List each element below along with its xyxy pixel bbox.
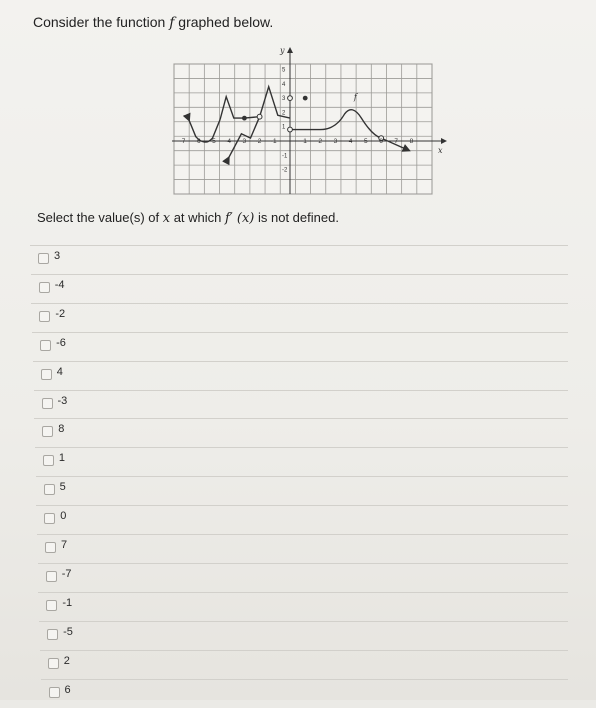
x-tick-label: -4 [225,138,231,145]
x-tick-label: -6 [194,138,201,145]
option-checkbox[interactable] [48,658,59,669]
y-tick-label: 5 [282,67,286,74]
option-row[interactable] [31,274,568,303]
y-tick-label: 3 [282,96,286,103]
option-label: 8 [58,423,65,436]
option-row[interactable] [33,361,568,390]
title-suffix: graphed below. [174,14,274,30]
prompt-variable: x [162,211,171,226]
curve-label: f [353,92,357,102]
prompt-suffix: is not defined. [254,210,339,225]
option-label: 1 [58,452,66,465]
option-checkbox[interactable] [38,253,49,264]
option-checkbox[interactable] [46,600,57,611]
x-tick-label: 2 [318,138,323,145]
option-checkbox[interactable] [42,426,53,437]
x-tick-label: -2 [255,138,262,145]
x-tick-label: 6 [379,138,383,145]
option-label: -4 [54,278,65,291]
y-tick-label: -2 [282,167,288,174]
prompt-derivative: f′ (x) [225,211,255,226]
option-label: -2 [55,307,66,320]
option-label: -1 [62,596,73,609]
y-tick-label: 1 [282,124,286,131]
x-tick-label: 4 [348,138,353,145]
option-row[interactable] [36,476,568,505]
option-checkbox[interactable] [46,571,57,582]
option-label: 3 [54,250,61,262]
option-row[interactable] [40,650,568,679]
option-label: 4 [56,365,63,378]
option-row[interactable] [37,534,568,563]
x-tick-label: 5 [364,138,368,145]
function-name: f [169,15,175,31]
option-checkbox[interactable] [47,629,58,640]
option-row[interactable] [36,505,568,534]
option-checkbox[interactable] [41,369,52,380]
option-row[interactable] [30,245,568,274]
option-row[interactable] [31,303,568,332]
option-label: 2 [63,654,70,667]
option-row[interactable] [38,592,568,621]
option-label: -5 [63,625,73,638]
x-tick-label: -1 [270,138,277,145]
option-label: 6 [64,683,71,696]
x-tick-label: -5 [210,138,216,145]
x-tick-label: -7 [179,138,186,145]
option-checkbox[interactable] [39,282,50,293]
option-row[interactable] [41,679,569,708]
title-prefix: Consider the function [33,14,170,30]
option-label: -6 [56,336,66,349]
prompt-prefix: Select the value(s) of [37,210,163,225]
option-row[interactable] [39,621,568,650]
option-row[interactable] [34,418,568,447]
x-axis-label: x [438,146,443,155]
prompt-middle: at which [170,210,225,225]
option-row[interactable] [35,447,568,476]
option-row[interactable] [34,390,569,419]
option-row[interactable] [32,332,568,361]
y-tick-label: 2 [282,110,286,117]
option-label: 5 [59,481,66,494]
option-row[interactable] [38,563,568,592]
option-checkbox[interactable] [49,687,60,698]
option-checkbox[interactable] [45,542,56,553]
y-tick-label: 4 [282,81,286,88]
option-checkbox[interactable] [39,311,50,322]
x-tick-label: 8 [409,138,414,145]
x-tick-label: 7 [394,138,399,145]
x-tick-label: -3 [240,138,247,145]
x-tick-label: 1 [303,138,307,145]
option-checkbox[interactable] [40,340,51,351]
option-label: 0 [60,510,67,523]
option-checkbox[interactable] [42,398,53,409]
option-checkbox[interactable] [44,484,55,495]
option-checkbox[interactable] [43,455,54,466]
x-tick-label: 3 [333,138,338,145]
option-label: 7 [61,539,68,551]
y-axis-label: y [280,46,285,55]
option-label: -7 [61,567,72,580]
y-tick-label: -1 [282,153,288,160]
option-checkbox[interactable] [44,513,55,524]
option-label: -3 [57,394,68,407]
